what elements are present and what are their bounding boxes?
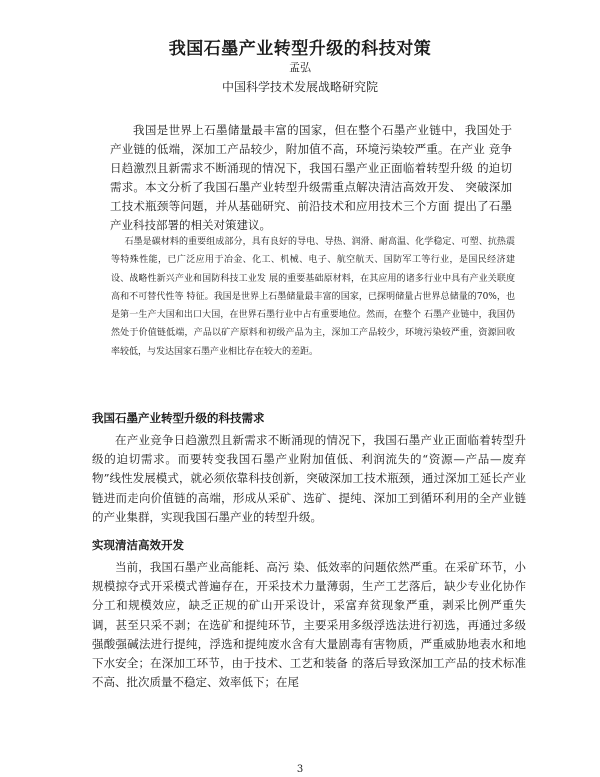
section-heading-tech-needs: 我国石墨产业转型升级的科技需求 (92, 411, 265, 425)
intro-paragraph: 石墨是碳材料的重要组成部分，具有良好的导电、导热、润滑、耐高温、化学稳定、可塑、抗热震等特殊性能，已广泛应用于冶金、化工、机械、电子、航空航天、国防军工等行业，是国民经济建设、战略性新兴产业和国防科技工业发 展的重要基础原材料，在其应用的诸多行业中具有产业关联度高和不可替代性等 特征。我国是世界上石墨储量最丰富的国家，已探明储量占世界总储量的70%，也是第一生产大国和出口大国，在世界石墨行业中占有重要地位。然而，在整个 石墨产业链中，我国仍然处于价值链低端，产品以矿产原料和初级产品为主，深加工产品较少，环境污染较严重，资源回收率较低，与发达国家石墨产业相比存在较大的差距。 (111, 237, 515, 357)
article-title: 我国石墨产业转型升级的科技对策 (168, 39, 432, 59)
page-number: 3 (296, 764, 304, 775)
author-name: 孟弘 (289, 61, 311, 74)
abstract-paragraph: 我国是世界上石墨储量最丰富的国家，但在整个石墨产业链中，我国处于产业链的低端，深加工产品较少，附加值不高，环境污染较严重。在产业 竞争日趋激烈且新需求不断涌现的情况下，我国石墨产业正面临着转型升级 的迫切需求。本文分析了我国石墨产业转型升级需重点解决清洁高效开发、 突破深加工技术瓶颈等问题，并从基础研究、前沿技术和应用技术三个方面 提出了石墨产业科技部署的相关对策建议。 (110, 123, 512, 232)
section-body-tech-needs: 在产业竞争日趋激烈且新需求不断涌现的情况下，我国石墨产业正面临着转型升级的迫切需求。而要转变我国石墨产业附加值低、利润流失的“资源—产品—废弃物”线性发展模式，就必须依靠科技创新，突破深加工技术瓶颈，通过深加工延长产业链进而走向价值链的高端，形成从采矿、选矿、提纯、深加工到循环利用的全产业链的产业集群，实现我国石墨产业的转型升级。 (92, 433, 526, 524)
author-affiliation: 中国科学技术发展战略研究院 (221, 80, 378, 94)
section-heading-clean-development: 实现清洁高效开发 (92, 538, 184, 552)
section-body-clean-development: 当前，我国石墨产业高能耗、高污 染、低效率的问题依然严重。在采矿环节，小规模掠夺式开采模式普遍存在，开采技术力量薄弱，生产工艺落后，缺少专业化协作分工和规模效应，缺乏正规的矿山开采设计，采富弃贫现象严重，剥采比例严重失调，甚至只采不剥；在选矿和提纯环节，主要采用多级浮选法进行初选，再通过多级强酸强碱法进行提纯，浮选和提纯废水含有大量剧毒有害物质，严重威胁地表水和地下水安全；在深加工环节，由于技术、工艺和装备 的落后导致深加工产品的技术标准不高、批次质量不稳定、效率低下；在尾 (92, 560, 526, 690)
